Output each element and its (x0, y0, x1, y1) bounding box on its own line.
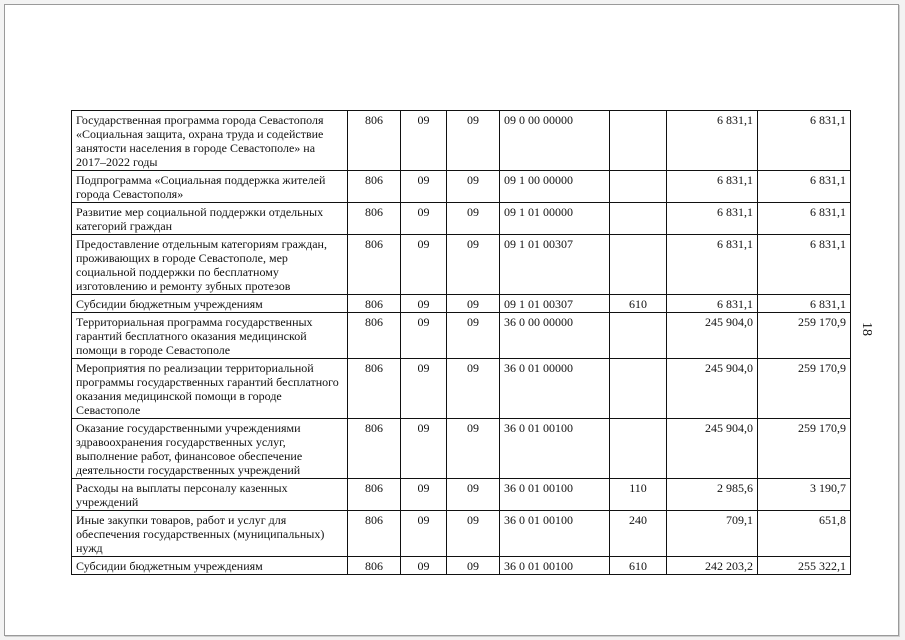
ministry-code: 806 (348, 295, 401, 313)
section-code: 09 (401, 511, 447, 557)
target-item-code: 09 1 01 00307 (500, 295, 610, 313)
subsection-code: 09 (447, 359, 500, 419)
subsection-code: 09 (447, 203, 500, 235)
expense-type-code (610, 313, 667, 359)
section-code: 09 (401, 557, 447, 575)
row-name: Территориальная программа государственных гарантий бесплатного оказания медицинской помощи в городе Севастополе (72, 313, 348, 359)
row-name: Субсидии бюджетным учреждениям (72, 557, 348, 575)
amount-year-1: 242 203,2 (667, 557, 758, 575)
expense-type-code: 610 (610, 557, 667, 575)
target-item-code: 09 0 00 00000 (500, 111, 610, 171)
expense-type-code: 610 (610, 295, 667, 313)
amount-year-2: 259 170,9 (758, 359, 851, 419)
subsection-code: 09 (447, 235, 500, 295)
amount-year-2: 255 322,1 (758, 557, 851, 575)
row-name: Оказание государственными учреждениями здравоохранения государственных услуг, выполнение работ, финансовое обеспечение деятельности государственных учреждений (72, 419, 348, 479)
ministry-code: 806 (348, 557, 401, 575)
amount-year-1: 2 985,6 (667, 479, 758, 511)
row-name: Государственная программа города Севастополя «Социальная защита, охрана труда и содействие занятости населения в городе Севастополе» на 2017–2022 годы (72, 111, 348, 171)
section-code: 09 (401, 479, 447, 511)
amount-year-1: 6 831,1 (667, 111, 758, 171)
row-name: Субсидии бюджетным учреждениям (72, 295, 348, 313)
target-item-code: 36 0 01 00100 (500, 419, 610, 479)
target-item-code: 09 1 00 00000 (500, 171, 610, 203)
amount-year-2: 3 190,7 (758, 479, 851, 511)
row-name: Подпрограмма «Социальная поддержка жителей города Севастополя» (72, 171, 348, 203)
ministry-code: 806 (348, 235, 401, 295)
ministry-code: 806 (348, 511, 401, 557)
section-code: 09 (401, 313, 447, 359)
row-name: Расходы на выплаты персоналу казенных учреждений (72, 479, 348, 511)
ministry-code: 806 (348, 111, 401, 171)
section-code: 09 (401, 359, 447, 419)
amount-year-2: 6 831,1 (758, 203, 851, 235)
target-item-code: 36 0 01 00100 (500, 557, 610, 575)
row-name: Предоставление отдельным категориям граждан, проживающих в городе Севастополе, мер социальной поддержки по бесплатному изготовлению и ремонту зубных протезов (72, 235, 348, 295)
expense-type-code (610, 111, 667, 171)
subsection-code: 09 (447, 511, 500, 557)
section-code: 09 (401, 171, 447, 203)
row-name: Развитие мер социальной поддержки отдельных категорий граждан (72, 203, 348, 235)
target-item-code: 36 0 01 00100 (500, 479, 610, 511)
subsection-code: 09 (447, 313, 500, 359)
target-item-code: 09 1 01 00307 (500, 235, 610, 295)
amount-year-2: 6 831,1 (758, 235, 851, 295)
amount-year-1: 709,1 (667, 511, 758, 557)
table-row (72, 295, 851, 313)
expense-type-code: 240 (610, 511, 667, 557)
page-number: 18 (859, 322, 874, 336)
amount-year-2: 6 831,1 (758, 295, 851, 313)
amount-year-2: 259 170,9 (758, 419, 851, 479)
subsection-code: 09 (447, 557, 500, 575)
subsection-code: 09 (447, 295, 500, 313)
ministry-code: 806 (348, 479, 401, 511)
amount-year-2: 6 831,1 (758, 171, 851, 203)
section-code: 09 (401, 235, 447, 295)
ministry-code: 806 (348, 419, 401, 479)
table-row (72, 479, 851, 511)
amount-year-1: 245 904,0 (667, 419, 758, 479)
ministry-code: 806 (348, 203, 401, 235)
ministry-code: 806 (348, 359, 401, 419)
subsection-code: 09 (447, 419, 500, 479)
amount-year-1: 6 831,1 (667, 171, 758, 203)
expense-type-code (610, 171, 667, 203)
expense-type-code (610, 359, 667, 419)
table-row (72, 557, 851, 575)
amount-year-1: 245 904,0 (667, 359, 758, 419)
subsection-code: 09 (447, 171, 500, 203)
table-row (72, 235, 851, 295)
expense-type-code (610, 419, 667, 479)
amount-year-2: 6 831,1 (758, 111, 851, 171)
table-row (72, 171, 851, 203)
section-code: 09 (401, 111, 447, 171)
amount-year-1: 245 904,0 (667, 313, 758, 359)
expense-type-code (610, 235, 667, 295)
table-row (72, 511, 851, 557)
target-item-code: 36 0 01 00000 (500, 359, 610, 419)
amount-year-1: 6 831,1 (667, 235, 758, 295)
table-row (72, 203, 851, 235)
ministry-code: 806 (348, 171, 401, 203)
amount-year-2: 259 170,9 (758, 313, 851, 359)
subsection-code: 09 (447, 111, 500, 171)
amount-year-2: 651,8 (758, 511, 851, 557)
target-item-code: 36 0 00 00000 (500, 313, 610, 359)
section-code: 09 (401, 203, 447, 235)
budget-table (71, 110, 851, 575)
expense-type-code: 110 (610, 479, 667, 511)
target-item-code: 36 0 01 00100 (500, 511, 610, 557)
table-row (72, 359, 851, 419)
table-row (72, 419, 851, 479)
document-page (4, 4, 899, 636)
target-item-code: 09 1 01 00000 (500, 203, 610, 235)
row-name: Мероприятия по реализации территориальной программы государственных гарантий бесплатного оказания медицинской помощи в городе Севастополе (72, 359, 348, 419)
amount-year-1: 6 831,1 (667, 203, 758, 235)
ministry-code: 806 (348, 313, 401, 359)
section-code: 09 (401, 419, 447, 479)
table-row (72, 111, 851, 171)
expense-type-code (610, 203, 667, 235)
section-code: 09 (401, 295, 447, 313)
amount-year-1: 6 831,1 (667, 295, 758, 313)
table-row (72, 313, 851, 359)
subsection-code: 09 (447, 479, 500, 511)
row-name: Иные закупки товаров, работ и услуг для обеспечения государственных (муниципальных) нужд (72, 511, 348, 557)
